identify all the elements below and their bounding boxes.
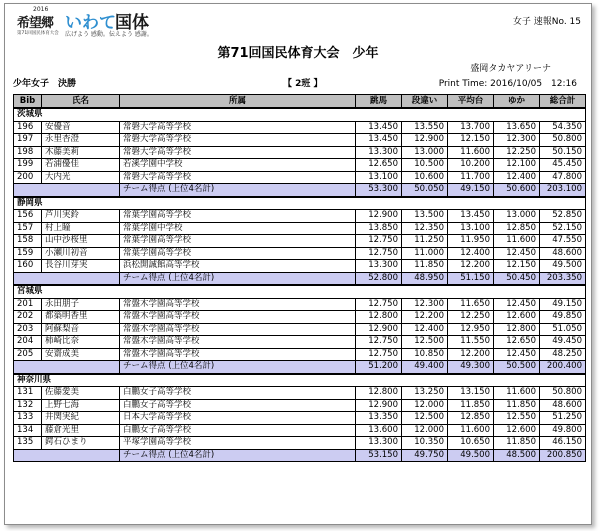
affiliation-cell: 常葉学園高等学校 bbox=[120, 210, 356, 223]
athlete-name-cell: 芦川実鈴 bbox=[42, 210, 120, 223]
athlete-name-cell: 都築明香里 bbox=[42, 311, 120, 324]
col-header-vault: 跳馬 bbox=[356, 95, 402, 109]
bib-cell: 203 bbox=[14, 323, 42, 336]
affiliation-cell: 常盤木学園高等学校 bbox=[120, 348, 356, 361]
bars-score-cell: 11.250 bbox=[402, 235, 448, 248]
floor-score-cell: 12.100 bbox=[494, 159, 540, 172]
athlete-name-cell: 阿蘇梨音 bbox=[42, 323, 120, 336]
bib-cell: 159 bbox=[14, 247, 42, 260]
bib-cell: 205 bbox=[14, 348, 42, 361]
logo-year: 2016 bbox=[33, 6, 49, 13]
athlete-name-cell: 永田朋子 bbox=[42, 298, 120, 311]
table-row bbox=[14, 412, 586, 425]
prefecture-name: 神奈川県 bbox=[14, 374, 586, 387]
bars-score-cell: 12.500 bbox=[402, 336, 448, 349]
table-row bbox=[14, 146, 586, 159]
vault-score-cell: 12.900 bbox=[356, 323, 402, 336]
team-total-cell: 200.400 bbox=[540, 361, 586, 374]
vault-score-cell: 12.900 bbox=[356, 399, 402, 412]
bib-cell: 157 bbox=[14, 222, 42, 235]
team-score-row bbox=[14, 449, 586, 462]
affiliation-cell: 常磐大学高等学校 bbox=[120, 121, 356, 134]
bars-score-cell: 12.000 bbox=[402, 399, 448, 412]
team-score-row bbox=[14, 361, 586, 374]
bars-score-cell: 13.500 bbox=[402, 210, 448, 223]
bib-cell: 201 bbox=[14, 298, 42, 311]
vault-score-cell: 12.800 bbox=[356, 311, 402, 324]
bars-score-cell: 12.350 bbox=[402, 222, 448, 235]
team-score-label: チーム得点 (上位4名計) bbox=[120, 272, 356, 285]
athlete-name-cell: 長谷川芽実 bbox=[42, 260, 120, 273]
vault-score-cell: 12.750 bbox=[356, 348, 402, 361]
total-score-cell: 47.550 bbox=[540, 235, 586, 248]
logo-slogan: 広げよう 感動。伝えよう 感謝。 bbox=[65, 31, 153, 38]
team-vault-cell: 52.800 bbox=[356, 272, 402, 285]
beam-score-cell: 12.950 bbox=[448, 323, 494, 336]
bib-cell: 200 bbox=[14, 171, 42, 184]
bib-cell: 197 bbox=[14, 134, 42, 147]
bars-score-cell: 10.350 bbox=[402, 437, 448, 450]
table-row bbox=[14, 399, 586, 412]
total-score-cell: 49.800 bbox=[540, 424, 586, 437]
affiliation-cell: 白鵬女子高等学校 bbox=[120, 424, 356, 437]
vault-score-cell: 12.800 bbox=[356, 387, 402, 400]
bars-score-cell: 12.300 bbox=[402, 298, 448, 311]
athlete-name-cell: 鍔石ひまり bbox=[42, 437, 120, 450]
floor-score-cell: 13.000 bbox=[494, 210, 540, 223]
floor-score-cell: 12.400 bbox=[494, 171, 540, 184]
athlete-name-cell: 永里杏澄 bbox=[42, 134, 120, 147]
bars-score-cell: 12.200 bbox=[402, 311, 448, 324]
beam-score-cell: 10.650 bbox=[448, 437, 494, 450]
logo-kibou: 希望郷 bbox=[17, 16, 54, 31]
floor-score-cell: 13.650 bbox=[494, 121, 540, 134]
floor-score-cell: 12.450 bbox=[494, 247, 540, 260]
total-score-cell: 46.150 bbox=[540, 437, 586, 450]
team-floor-cell: 50.450 bbox=[494, 272, 540, 285]
affiliation-cell: 常盤木学園高等学校 bbox=[120, 323, 356, 336]
col-header-total: 総合計 bbox=[540, 95, 586, 109]
prefecture-row bbox=[14, 374, 586, 387]
affiliation-cell: 常盤木学園高等学校 bbox=[120, 336, 356, 349]
table-row bbox=[14, 210, 586, 223]
iwate-kokutai-logo bbox=[13, 6, 173, 40]
bib-cell: 135 bbox=[14, 437, 42, 450]
prefecture-row bbox=[14, 285, 586, 298]
print-time: Print Time: 2016/10/05 12:16 bbox=[438, 79, 577, 89]
table-row bbox=[14, 437, 586, 450]
team-vault-cell: 53.150 bbox=[356, 449, 402, 462]
team-bars-cell: 48.950 bbox=[402, 272, 448, 285]
team-score-label: チーム得点 (上位4名計) bbox=[120, 361, 356, 374]
table-header-row bbox=[14, 95, 586, 109]
col-header-floor: ゆか bbox=[494, 95, 540, 109]
bib-cell: 202 bbox=[14, 311, 42, 324]
floor-score-cell: 11.850 bbox=[494, 399, 540, 412]
beam-score-cell: 12.400 bbox=[448, 247, 494, 260]
beam-score-cell: 12.200 bbox=[448, 348, 494, 361]
floor-score-cell: 11.850 bbox=[494, 437, 540, 450]
floor-score-cell: 12.650 bbox=[494, 336, 540, 349]
vault-score-cell: 13.300 bbox=[356, 260, 402, 273]
floor-score-cell: 12.550 bbox=[494, 412, 540, 425]
floor-score-cell: 12.150 bbox=[494, 260, 540, 273]
affiliation-cell: 浜松開誠館高等学校 bbox=[120, 260, 356, 273]
bib-cell: 196 bbox=[14, 121, 42, 134]
total-score-cell: 50.800 bbox=[540, 387, 586, 400]
vault-score-cell: 12.750 bbox=[356, 235, 402, 248]
prefecture-row bbox=[14, 197, 586, 210]
col-header-affiliation: 所属 bbox=[120, 95, 356, 109]
bars-score-cell: 12.400 bbox=[402, 323, 448, 336]
athlete-name-cell: 上野七海 bbox=[42, 399, 120, 412]
table-row bbox=[14, 171, 586, 184]
bib-cell: 133 bbox=[14, 412, 42, 425]
beam-score-cell: 12.200 bbox=[448, 260, 494, 273]
total-score-cell: 49.850 bbox=[540, 311, 586, 324]
floor-score-cell: 12.800 bbox=[494, 323, 540, 336]
floor-score-cell: 12.450 bbox=[494, 298, 540, 311]
table-row bbox=[14, 222, 586, 235]
athlete-name-cell: 若浦優佳 bbox=[42, 159, 120, 172]
athlete-name-cell: 山中沙桜里 bbox=[42, 235, 120, 248]
total-score-cell: 52.150 bbox=[540, 222, 586, 235]
team-vault-cell: 51.200 bbox=[356, 361, 402, 374]
team-beam-cell: 51.150 bbox=[448, 272, 494, 285]
beam-score-cell: 13.450 bbox=[448, 210, 494, 223]
vault-score-cell: 13.450 bbox=[356, 121, 402, 134]
bars-score-cell: 13.550 bbox=[402, 121, 448, 134]
team-floor-cell: 50.500 bbox=[494, 361, 540, 374]
bib-cell: 156 bbox=[14, 210, 42, 223]
vault-score-cell: 13.600 bbox=[356, 424, 402, 437]
table-row bbox=[14, 235, 586, 248]
total-score-cell: 45.450 bbox=[540, 159, 586, 172]
affiliation-cell: 日本大学高等学校 bbox=[120, 412, 356, 425]
beam-score-cell: 13.700 bbox=[448, 121, 494, 134]
athlete-name-cell: 佐藤愛美 bbox=[42, 387, 120, 400]
team-total-cell: 203.350 bbox=[540, 272, 586, 285]
bars-score-cell: 10.500 bbox=[402, 159, 448, 172]
logo-kokutai: 国体 bbox=[115, 13, 149, 33]
col-header-name: 氏名 bbox=[42, 95, 120, 109]
total-score-cell: 49.450 bbox=[540, 336, 586, 349]
bars-score-cell: 11.000 bbox=[402, 247, 448, 260]
floor-score-cell: 12.450 bbox=[494, 348, 540, 361]
team-floor-cell: 48.500 bbox=[494, 449, 540, 462]
team-score-label: チーム得点 (上位4名計) bbox=[120, 184, 356, 197]
affiliation-cell: 常盤木学園高等学校 bbox=[120, 311, 356, 324]
table-row bbox=[14, 260, 586, 273]
vault-score-cell: 12.900 bbox=[356, 210, 402, 223]
event-label: 少年女子 決勝 bbox=[13, 79, 77, 89]
total-score-cell: 50.800 bbox=[540, 134, 586, 147]
col-header-bars: 段違い bbox=[402, 95, 448, 109]
beam-score-cell: 10.200 bbox=[448, 159, 494, 172]
total-score-cell: 47.800 bbox=[540, 171, 586, 184]
bib-cell: 158 bbox=[14, 235, 42, 248]
beam-score-cell: 11.700 bbox=[448, 171, 494, 184]
table-row bbox=[14, 323, 586, 336]
total-score-cell: 54.350 bbox=[540, 121, 586, 134]
event-info-row bbox=[13, 76, 585, 90]
group-label: 【 2班 】 bbox=[283, 79, 323, 89]
bib-cell: 132 bbox=[14, 399, 42, 412]
beam-score-cell: 12.850 bbox=[448, 412, 494, 425]
vault-score-cell: 13.450 bbox=[356, 134, 402, 147]
floor-score-cell: 12.250 bbox=[494, 146, 540, 159]
bib-cell: 199 bbox=[14, 159, 42, 172]
table-row bbox=[14, 159, 586, 172]
beam-score-cell: 11.850 bbox=[448, 399, 494, 412]
bars-score-cell: 12.000 bbox=[402, 424, 448, 437]
athlete-name-cell: 村上瞳 bbox=[42, 222, 120, 235]
bib-cell: 204 bbox=[14, 336, 42, 349]
beam-score-cell: 11.650 bbox=[448, 298, 494, 311]
bib-cell: 131 bbox=[14, 387, 42, 400]
team-row-spacer bbox=[14, 272, 120, 285]
table-row bbox=[14, 424, 586, 437]
affiliation-cell: 常磐大学高等学校 bbox=[120, 134, 356, 147]
floor-score-cell: 12.600 bbox=[494, 424, 540, 437]
prefecture-name: 静岡県 bbox=[14, 197, 586, 210]
table-row bbox=[14, 336, 586, 349]
floor-score-cell: 11.600 bbox=[494, 235, 540, 248]
page-title: 第71回国民体育大会 少年 bbox=[217, 46, 379, 61]
athlete-name-cell: 安齋成美 bbox=[42, 348, 120, 361]
bars-score-cell: 11.850 bbox=[402, 260, 448, 273]
vault-score-cell: 12.750 bbox=[356, 336, 402, 349]
total-score-cell: 50.150 bbox=[540, 146, 586, 159]
athlete-name-cell: 安優音 bbox=[42, 121, 120, 134]
team-row-spacer bbox=[14, 184, 120, 197]
venue-label: 盛岡タカヤアリーナ bbox=[470, 64, 551, 74]
team-beam-cell: 49.300 bbox=[448, 361, 494, 374]
vault-score-cell: 12.650 bbox=[356, 159, 402, 172]
team-row-spacer bbox=[14, 361, 120, 374]
team-score-row bbox=[14, 184, 586, 197]
results-table bbox=[13, 94, 586, 462]
prefecture-name: 宮城県 bbox=[14, 285, 586, 298]
floor-score-cell: 11.600 bbox=[494, 387, 540, 400]
beam-score-cell: 13.100 bbox=[448, 222, 494, 235]
table-row bbox=[14, 348, 586, 361]
team-floor-cell: 50.600 bbox=[494, 184, 540, 197]
beam-score-cell: 12.250 bbox=[448, 311, 494, 324]
bars-score-cell: 13.250 bbox=[402, 387, 448, 400]
affiliation-cell: 常葉学園高等学校 bbox=[120, 247, 356, 260]
prefecture-name: 茨城県 bbox=[14, 108, 586, 121]
bib-cell: 198 bbox=[14, 146, 42, 159]
table-row bbox=[14, 121, 586, 134]
table-row bbox=[14, 298, 586, 311]
athlete-name-cell: 藤倉光里 bbox=[42, 424, 120, 437]
col-header-bib: Bib bbox=[14, 95, 42, 109]
team-beam-cell: 49.150 bbox=[448, 184, 494, 197]
vault-score-cell: 12.750 bbox=[356, 247, 402, 260]
results-sheet bbox=[4, 3, 592, 525]
team-bars-cell: 49.750 bbox=[402, 449, 448, 462]
vault-score-cell: 12.750 bbox=[356, 298, 402, 311]
bars-score-cell: 12.500 bbox=[402, 412, 448, 425]
table-row bbox=[14, 387, 586, 400]
logo-iwate: いわて bbox=[65, 13, 116, 33]
table-row bbox=[14, 247, 586, 260]
affiliation-cell: 白鵬女子高等学校 bbox=[120, 387, 356, 400]
total-score-cell: 51.050 bbox=[540, 323, 586, 336]
athlete-name-cell: 井関実紀 bbox=[42, 412, 120, 425]
team-score-label: チーム得点 (上位4名計) bbox=[120, 449, 356, 462]
beam-score-cell: 11.950 bbox=[448, 235, 494, 248]
team-beam-cell: 49.500 bbox=[448, 449, 494, 462]
total-score-cell: 51.250 bbox=[540, 412, 586, 425]
logo-tagline: 第71回国民体育大会 bbox=[17, 31, 59, 36]
affiliation-cell: 平塚学園高等学校 bbox=[120, 437, 356, 450]
prefecture-row bbox=[14, 108, 586, 121]
bars-score-cell: 10.600 bbox=[402, 171, 448, 184]
affiliation-cell: 常葉学園中学校 bbox=[120, 222, 356, 235]
table-row bbox=[14, 134, 586, 147]
beam-score-cell: 11.600 bbox=[448, 146, 494, 159]
beam-score-cell: 12.150 bbox=[448, 134, 494, 147]
beam-score-cell: 11.600 bbox=[448, 424, 494, 437]
team-bars-cell: 49.400 bbox=[402, 361, 448, 374]
athlete-name-cell: 木藤美莉 bbox=[42, 146, 120, 159]
athlete-name-cell: 大内光 bbox=[42, 171, 120, 184]
team-score-row bbox=[14, 272, 586, 285]
affiliation-cell: 常葉学園高等学校 bbox=[120, 235, 356, 248]
team-total-cell: 203.100 bbox=[540, 184, 586, 197]
beam-score-cell: 11.550 bbox=[448, 336, 494, 349]
total-score-cell: 49.150 bbox=[540, 298, 586, 311]
total-score-cell: 48.600 bbox=[540, 399, 586, 412]
bars-score-cell: 10.850 bbox=[402, 348, 448, 361]
total-score-cell: 52.850 bbox=[540, 210, 586, 223]
affiliation-cell: 若溪学園中学校 bbox=[120, 159, 356, 172]
floor-score-cell: 12.300 bbox=[494, 134, 540, 147]
team-bars-cell: 50.050 bbox=[402, 184, 448, 197]
affiliation-cell: 常磐大学高等学校 bbox=[120, 171, 356, 184]
bib-cell: 160 bbox=[14, 260, 42, 273]
bib-cell: 134 bbox=[14, 424, 42, 437]
table-row bbox=[14, 311, 586, 324]
total-score-cell: 49.500 bbox=[540, 260, 586, 273]
bulletin-number: 女子 速報No. 15 bbox=[512, 17, 581, 27]
floor-score-cell: 12.600 bbox=[494, 311, 540, 324]
bars-score-cell: 13.000 bbox=[402, 146, 448, 159]
affiliation-cell: 白鵬女子高等学校 bbox=[120, 399, 356, 412]
athlete-name-cell: 小瀬川初音 bbox=[42, 247, 120, 260]
team-row-spacer bbox=[14, 449, 120, 462]
vault-score-cell: 13.300 bbox=[356, 146, 402, 159]
team-total-cell: 200.850 bbox=[540, 449, 586, 462]
bars-score-cell: 12.900 bbox=[402, 134, 448, 147]
team-vault-cell: 53.300 bbox=[356, 184, 402, 197]
affiliation-cell: 常磐大学高等学校 bbox=[120, 146, 356, 159]
beam-score-cell: 13.150 bbox=[448, 387, 494, 400]
floor-score-cell: 12.850 bbox=[494, 222, 540, 235]
vault-score-cell: 13.300 bbox=[356, 437, 402, 450]
total-score-cell: 48.600 bbox=[540, 247, 586, 260]
col-header-beam: 平均台 bbox=[448, 95, 494, 109]
total-score-cell: 48.250 bbox=[540, 348, 586, 361]
vault-score-cell: 13.850 bbox=[356, 222, 402, 235]
athlete-name-cell: 柿崎比奈 bbox=[42, 336, 120, 349]
vault-score-cell: 13.350 bbox=[356, 412, 402, 425]
vault-score-cell: 13.100 bbox=[356, 171, 402, 184]
affiliation-cell: 常盤木学園高等学校 bbox=[120, 298, 356, 311]
